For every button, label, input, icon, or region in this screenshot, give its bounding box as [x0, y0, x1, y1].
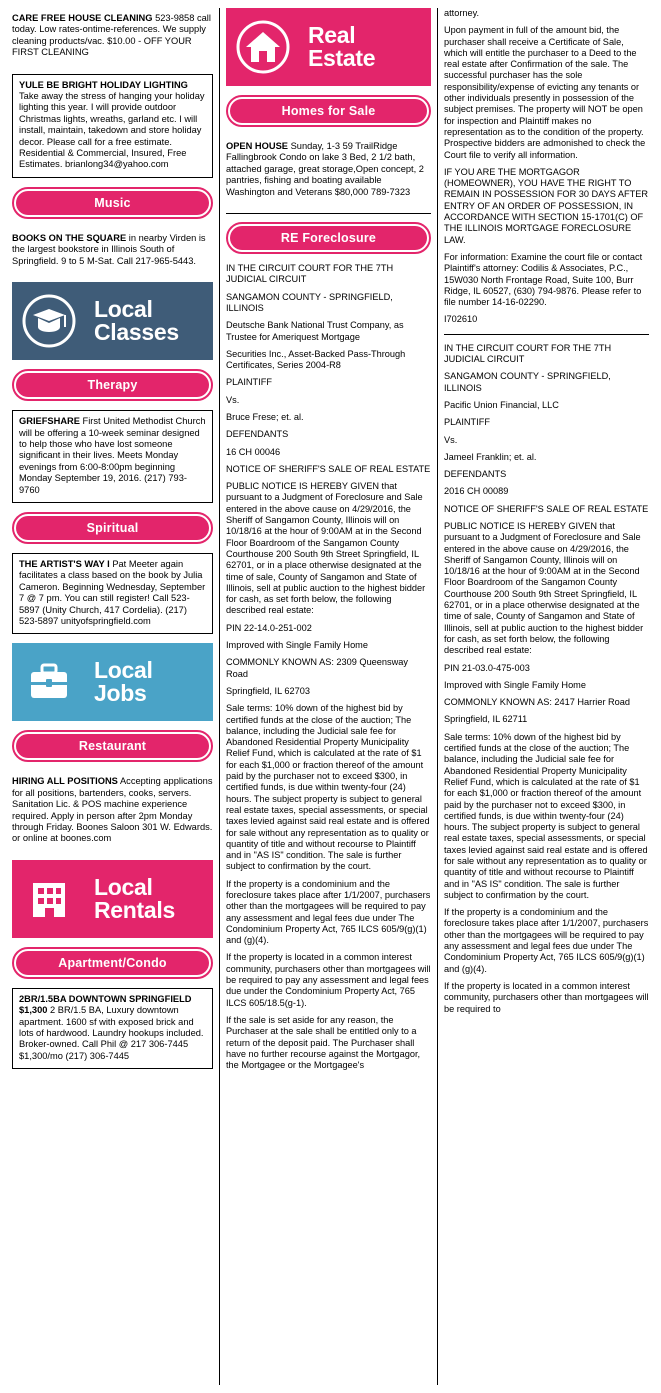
legal-paragraph: PUBLIC NOTICE IS HEREBY GIVEN that pursuant to a Judgment of Foreclosure and Sale entered in the above cause on 4/29/2016, the Sheriff of Sangamon County, Illinois will on 10/18/16 at the hour of 9:00AM at in the Second Floor Boardroom of the Sangamon County Courthouse 200 South 9th Street Springfield, IL 62701, or in a place otherwise designated at the time of sale, County of Sangamon and State of Illinois, sell at public auction to the highest bidder for cash, as set forth below, the following described real estate: — [226, 481, 426, 616]
category-therapy-label: Therapy — [16, 373, 209, 397]
ad-hiring-all-positions — [12, 771, 213, 850]
ad-body: Sunday, 1-3 59 TrailRidge Fallingbrook Condo on lake 3 Bed, 2 1/2 bath, attached garage, great storage,Open concept, 2 pantries, fishing and boating available Washington and Veterans $80,000 789-7323 — [226, 141, 424, 197]
masthead-line2: Classes — [94, 319, 179, 346]
legal-paragraph: Improved with Single Family Home — [444, 679, 586, 690]
graduation-cap-icon — [12, 282, 86, 360]
legal-paragraph: COMMONLY KNOWN AS: 2417 Harrier Road — [444, 697, 631, 708]
legal-paragraph: Pacific Union Financial, LLC — [444, 399, 559, 410]
masthead-local-rentals — [12, 860, 213, 938]
legal-paragraph: Vs. — [226, 394, 240, 405]
legal-paragraph: If the property is a condominium and the foreclosure takes place after 1/1/2007, purchasers other than the mortgagees will be required to pay any assessment and legal fees due under The Condominium Property Act, 765 ILCS 605/9(g)(1) and (g)(4). — [444, 907, 649, 974]
legal-notice-foreclosure-2 — [444, 343, 649, 1015]
legal-paragraph: If the sale is set aside for any reason, the Purchaser at the sale shall be entitled only to a return of the deposit paid. The Purchaser shall have no further recourse against the Mortgagor, the Mortgagee or the Mortgagee's — [226, 1014, 421, 1071]
ad-books-on-the-square — [12, 228, 213, 273]
briefcase-icon — [12, 643, 86, 721]
category-music-label: Music — [16, 191, 209, 215]
masthead-text — [86, 643, 213, 721]
ad-body: First United Methodist Church will be offering a 10-week seminar designed to help those who have lost someone significant in their lives. Meets Monday evenings from 6:00-8:00pm beginning Monday September 19, 2016. (217) 793-9760 — [19, 416, 206, 495]
legal-paragraph: Springfield, IL 62711 — [444, 714, 528, 725]
masthead-text — [86, 282, 213, 360]
legal-paragraph: 16 CH 00046 — [226, 446, 281, 457]
ad-title: THE ARTIST'S WAY I — [19, 558, 110, 569]
column-right — [437, 8, 655, 1385]
legal-paragraph: IN THE CIRCUIT COURT FOR THE 7TH JUDICIAL CIRCUIT — [226, 263, 394, 285]
legal-paragraph: IF YOU ARE THE MORTGAGOR (HOMEOWNER), YOU HAVE THE RIGHT TO REMAIN IN POSSESSION FOR 30 DAYS AFTER ENTRY OF AN ORDER OF POSSESSION, IN ACCORDANCE WITH SECTION 15-1701(C) OF THE ILLINOIS MORTGAGE FORECLOSURE LAW. — [444, 166, 649, 245]
ad-body: 2 BR/1.5 BA, Luxury downtown apartment. 1600 sf with exposed brick and lots of hardwood. Laundry hookups included. Broker-owned. Call Phil @ 217 306-7445 $1,300/mo (217) 306-7445 — [19, 1005, 204, 1061]
legal-paragraph: Bruce Frese; et. al. — [226, 412, 304, 422]
masthead-real-estate — [226, 8, 431, 86]
ad-body: Take away the stress of hanging your holiday lighting this year. I will provide outdoor Christmas lights, wreaths, garland etc. I will install, maintain, takedown and store holiday decor. Please call for a free estimate. Residential & Commercial, Insured, Free Estimates. brianlong34@yahoo.com — [19, 91, 205, 170]
legal-paragraph: Vs. — [444, 434, 458, 445]
category-apartment-condo — [12, 947, 213, 979]
category-music — [12, 187, 213, 219]
divider — [226, 213, 431, 214]
legal-paragraph: 2016 CH 00089 — [444, 486, 509, 497]
legal-paragraph: NOTICE OF SHERIFF'S SALE OF REAL ESTATE — [444, 503, 649, 514]
legal-paragraph: I702610 — [444, 314, 478, 325]
legal-paragraph: DEFENDANTS — [226, 429, 289, 440]
category-apartment-condo-label: Apartment/Condo — [16, 951, 209, 975]
divider — [444, 334, 649, 335]
category-restaurant-label: Restaurant — [16, 734, 209, 758]
ad-2br-downtown-springfield — [12, 988, 213, 1069]
ad-title: BOOKS ON THE SQUARE — [12, 232, 127, 243]
category-re-foreclosure — [226, 222, 431, 254]
masthead-local-classes — [12, 282, 213, 360]
ad-title: HIRING ALL POSITIONS — [12, 776, 118, 787]
legal-paragraph: Deutsche Bank National Trust Company, as Trustee for Ameriquest Mortgage — [226, 320, 404, 342]
masthead-line1: Local — [94, 657, 153, 684]
legal-paragraph: IN THE CIRCUIT COURT FOR THE 7TH JUDICIAL CIRCUIT — [444, 342, 612, 365]
legal-paragraph: COMMONLY KNOWN AS: 2309 Queensway Road — [226, 657, 408, 679]
legal-paragraph: Upon payment in full of the amount bid, the purchaser shall receive a Certificate of Sale, which will entitle the purchaser to a Deed to the real estate after Confirmation of the sale. The successful purchaser has the sole responsibility/expense of evicting any tenants or other individuals presently in possession of the subject premises. The property will NOT be open for inspection and Plaintiff makes no representation as to the condition of the property. Prospective bidders are admonished to check the Court file to verify all information. — [444, 25, 646, 160]
legal-paragraph: PIN 21-03.0-475-003 — [444, 662, 530, 673]
category-therapy — [12, 369, 213, 401]
ad-body: in nearby Virden is the largest bookstore in Illinois South of Springfield. 9 to 5 M-Sat. Call 217-965-5443. — [12, 232, 206, 266]
legal-paragraph: attorney. — [444, 8, 480, 18]
masthead-local-jobs — [12, 643, 213, 721]
legal-paragraph: SANGAMON COUNTY - SPRINGFIELD, ILLINOIS — [226, 291, 393, 313]
ad-title: YULE BE BRIGHT HOLIDAY LIGHTING — [19, 79, 188, 90]
legal-paragraph: PIN 22-14.0-251-002 — [226, 622, 312, 633]
ad-griefshare — [12, 410, 213, 503]
ad-title: GRIEFSHARE — [19, 416, 80, 427]
legal-paragraph: Sale terms: 10% down of the highest bid by certified funds at the close of the auction; The balance, including the Judicial sale fee for Abandoned Residential Property Municipality Relief Fund, which is calculated at the rate of $1 for each $1,000 or fraction thereof of the amount paid by the purchaser not to exceed $300, in certified funds, is due within twenty-four (24) hours. The subject property is subject to general real estate taxes, special assessments, or special taxes levied against said real estate and is offered for sale without any representation as to quality or quantity of title and without recourse to Plaintiff and in "AS IS" condition. The sale is further subject to confirmation by the court. — [226, 703, 430, 872]
legal-paragraph: NOTICE OF SHERIFF'S SALE OF REAL ESTATE — [226, 463, 431, 474]
column-left — [6, 8, 219, 1385]
house-icon — [226, 8, 300, 86]
category-restaurant — [12, 730, 213, 762]
ad-open-house-trailridge — [226, 136, 431, 204]
category-spiritual-label: Spiritual — [16, 516, 209, 540]
ad-the-artists-way — [12, 553, 213, 634]
legal-paragraph: DEFENDANTS — [444, 469, 507, 480]
legal-paragraph: PUBLIC NOTICE IS HEREBY GIVEN that pursuant to a Judgment of Foreclosure and Sale entered in the above cause on 4/29/2016, the Sheriff of Sangamon County, Illinois will on 10/18/16 at the hour of 9:00AM at in the Second Floor Boardroom of the Sangamon County Courthouse 200 South 9th Street Springfield, IL 62701, or in a place otherwise designated at the time of sale, County of Sangamon and State of Illinois, sell at public auction to the highest bidder for cash, as set forth below, the following described real estate: — [444, 520, 644, 656]
legal-paragraph: Jameel Franklin; et. al. — [444, 451, 537, 462]
ad-care-free-house-cleaning — [12, 8, 213, 65]
legal-paragraph: SANGAMON COUNTY - SPRINGFIELD, ILLINOIS — [444, 371, 611, 393]
ad-title: CARE FREE HOUSE CLEANING — [12, 13, 153, 23]
masthead-line1: Local — [94, 873, 153, 900]
ad-body: Accepting applications for all positions, bartenders, cooks, servers. Sanitation Lic. & POS machine experience required. Apply in person after 2pm Monday through Friday. Boones Saloon 301 W. Edwards. or online at boones.com — [12, 776, 213, 844]
masthead-line1: Real — [308, 22, 356, 48]
legal-paragraph: PLAINTIFF — [226, 377, 272, 388]
ad-body: Pat Meeter again facilitates a class based on the book by Julia Cameron. Beginning Wednesday, September 7 @ 7 pm. You can still register! Call 523-5897 (Unity Church, 417 Cordelia). (217) 523-5897 unityofspringfield.com — [19, 558, 206, 626]
legal-paragraph: If the property is a condominium and the foreclosure takes place after 1/1/2007, purchasers other than the mortgagees will be required to pay any assessment and legal fees due under The Condominium Property Act, 765 ILCS 605/9(g)(1) and (g)(4). — [226, 878, 431, 946]
ad-title: OPEN HOUSE — [226, 141, 288, 151]
legal-notice-foreclosure-1 — [226, 263, 431, 1071]
legal-paragraph: For information: Examine the court file or contact Plaintiff's attorney: Codilis & Associates, P.C., 15W030 North Frontage Road, Suite 100, Burr Ridge, IL 60527, (630) 794-9876. Please refer to file number 14-16-02290. — [444, 251, 643, 308]
masthead-line2: Jobs — [94, 680, 147, 707]
legal-notice-foreclosure-1-continued — [444, 8, 649, 326]
category-homes-for-sale-label: Homes for Sale — [230, 99, 427, 123]
legal-paragraph: Improved with Single Family Home — [226, 640, 368, 651]
legal-paragraph: If the property is located in a common interest community, purchasers other than mortgagees will be required to — [444, 980, 649, 1014]
legal-paragraph: If the property is located in a common interest community, purchasers other than mortgagees will be required to pay any assessment and legal fees due under the Condominium Property Act, 765 ILCS 605/18.5(g-1). — [226, 952, 431, 1008]
ad-title: 2BR/1.5BA DOWNTOWN SPRINGFIELD $1,300 — [19, 993, 192, 1016]
category-spiritual — [12, 512, 213, 544]
masthead-line1: Local — [94, 296, 153, 323]
category-re-foreclosure-label: RE Foreclosure — [230, 226, 427, 250]
ad-yule-be-bright-holiday-lighting — [12, 74, 213, 178]
column-middle — [219, 8, 437, 1385]
masthead-line2: Estate — [308, 45, 376, 71]
legal-paragraph: Securities Inc., Asset-Backed Pass-Through Certificates, Series 2004-R8 — [226, 348, 406, 371]
masthead-text — [86, 860, 213, 938]
legal-paragraph: Sale terms: 10% down of the highest bid by certified funds at the close of the auction; The balance, including the Judicial sale fee for Abandoned Residential Property Municipality Relief Fund, which is calculated at the rate of $1 for each $1,000 or fraction thereof of the amount paid by the purchaser not to exceed $300, in certified funds, is due within twenty-four (24) hours. The subject property is subject to general real estate taxes, special assessments, or special taxes levied against said real estate and is offered for sale without any representation as to quality or quantity of title and without recourse to Plaintiff and in "AS IS" condition. The sale is further subject to confirmation by the court. — [444, 731, 648, 900]
masthead-text — [300, 8, 431, 86]
category-homes-for-sale — [226, 95, 431, 127]
legal-paragraph: PLAINTIFF — [444, 417, 490, 428]
legal-paragraph: Springfield, IL 62703 — [226, 685, 310, 696]
masthead-line2: Rentals — [94, 896, 175, 923]
ad-body: 523-9858 call today. Low rates-ontime-references. We supply cleaning products/vac. $10.00 - OFF YOUR FIRST CLEANING — [12, 13, 211, 58]
building-icon — [12, 860, 86, 938]
